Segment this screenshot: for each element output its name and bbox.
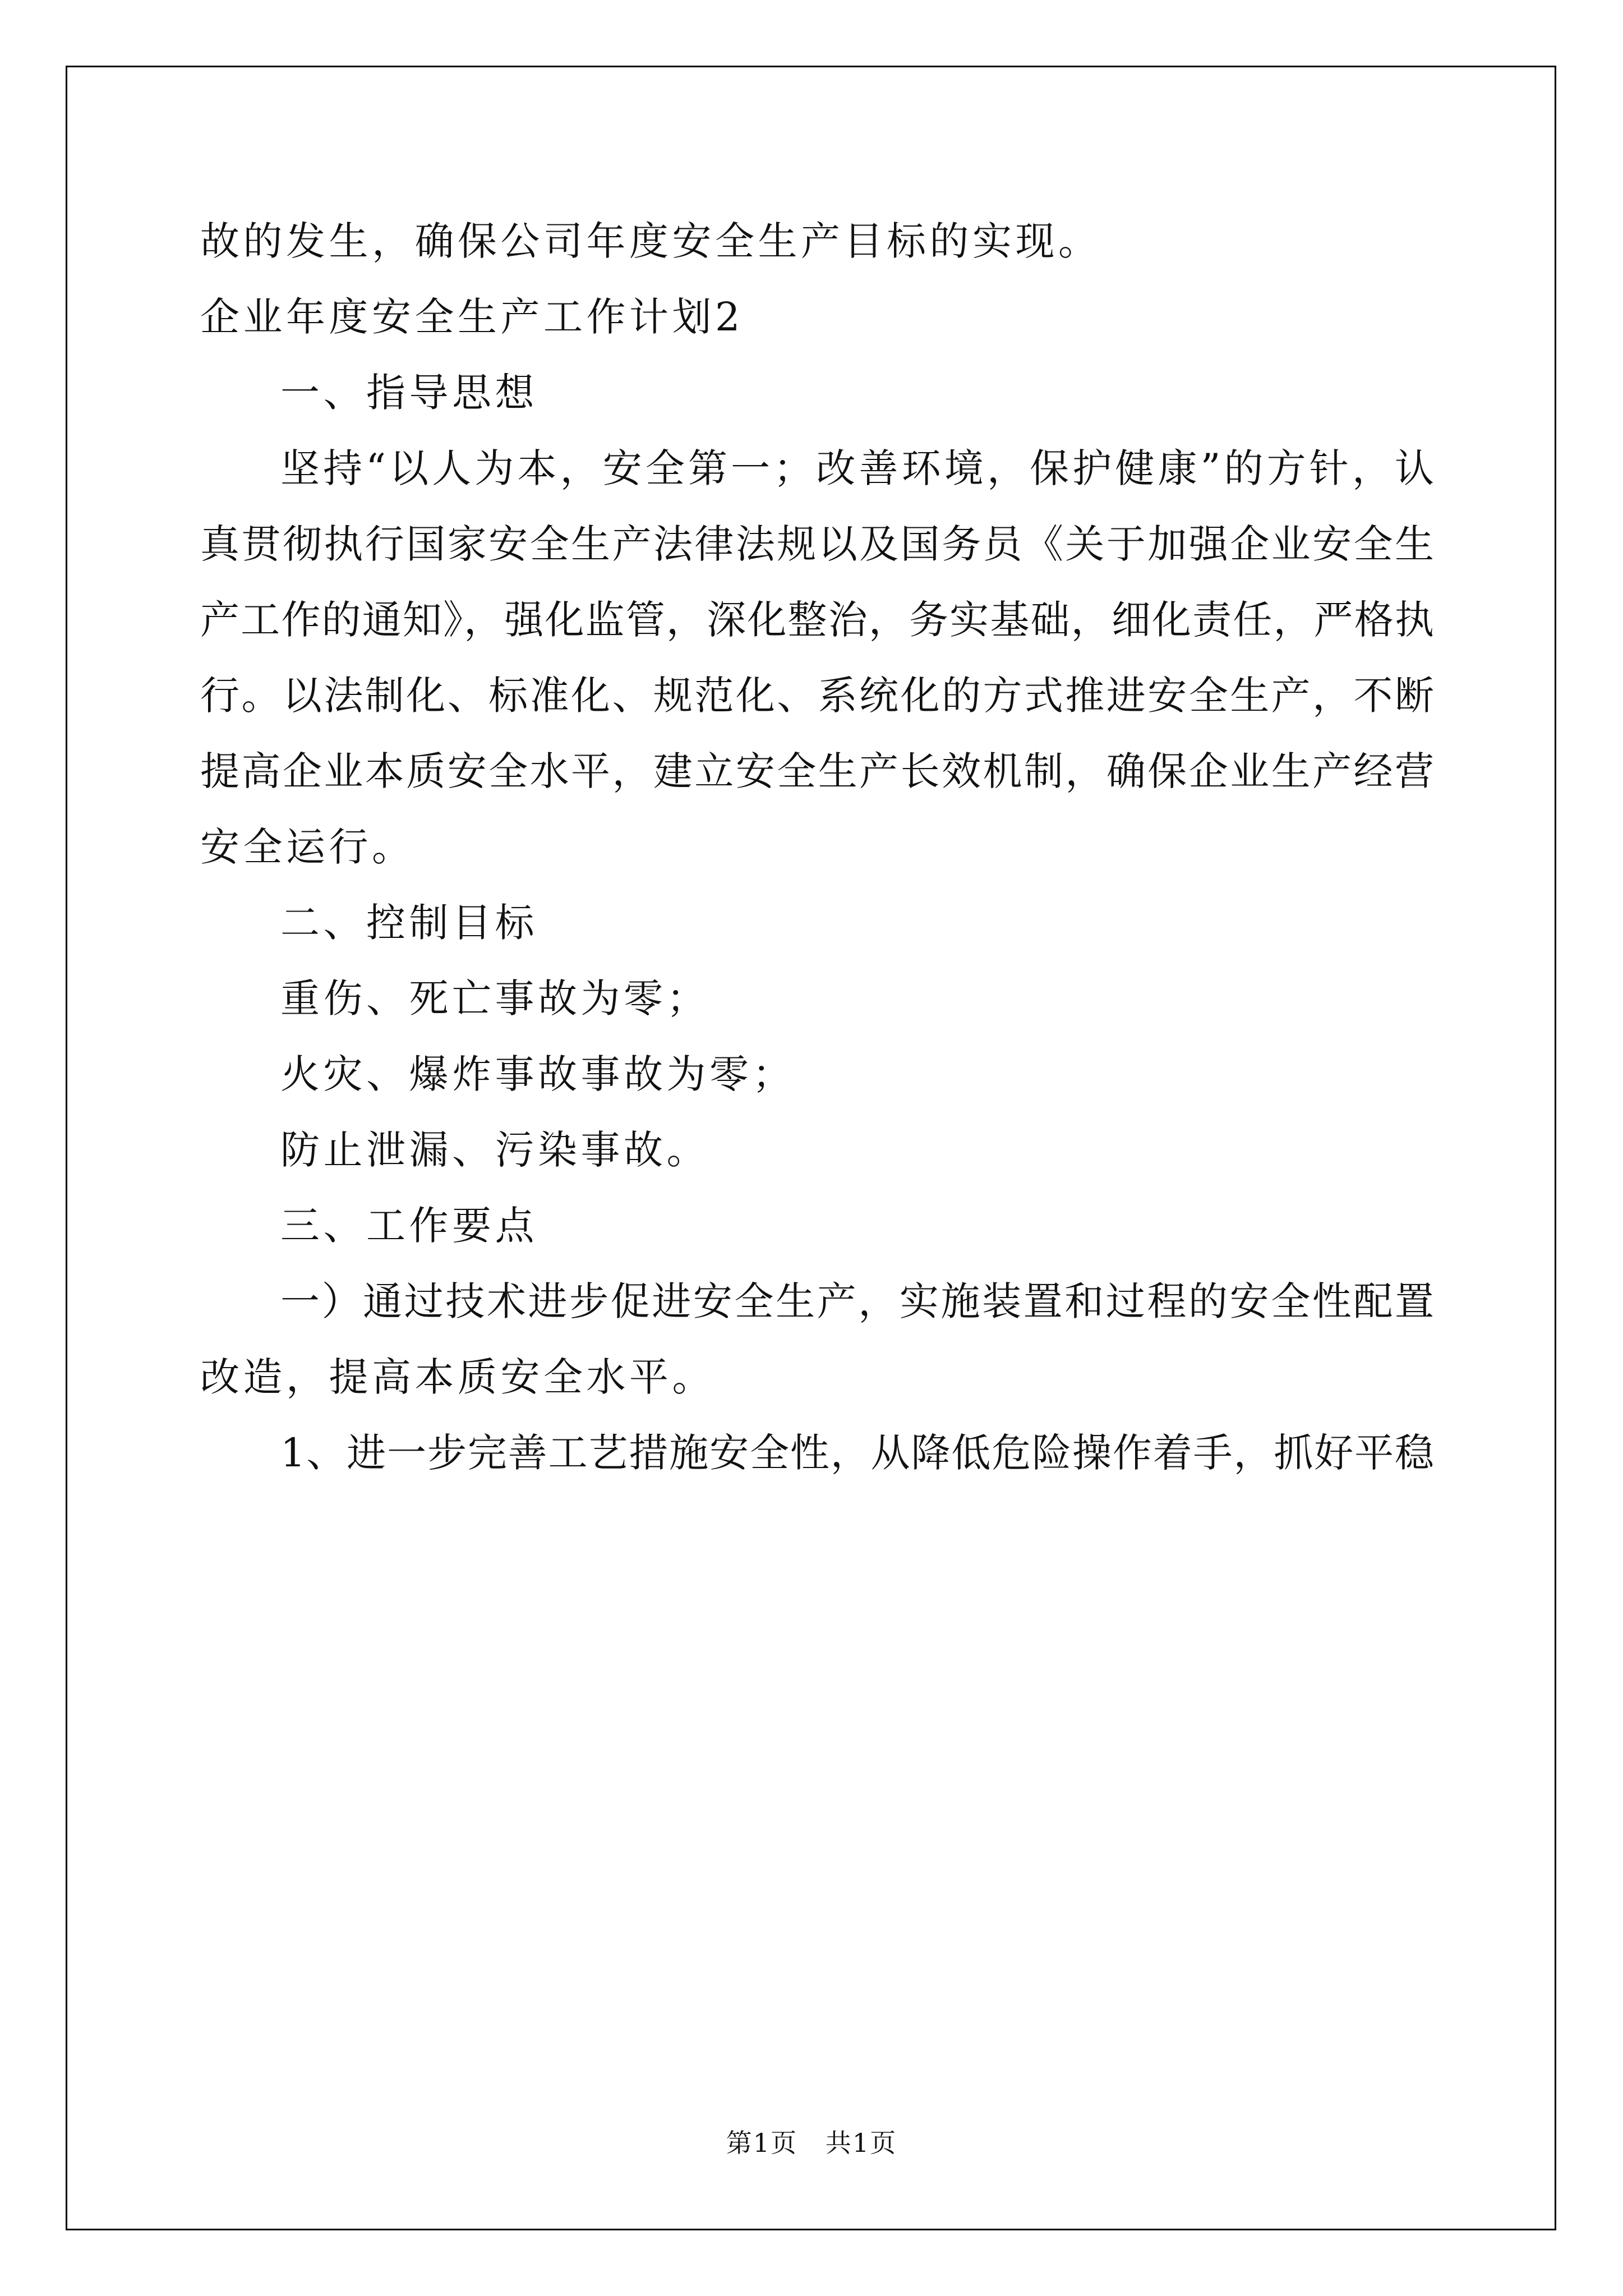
paragraph-line: 行。以法制化、标准化、规范化、系统化的方式推进安全生产，不断 xyxy=(200,673,1434,719)
section-heading: 企业年度安全生产工作计划2 xyxy=(200,294,744,340)
heading-control-targets: 二、控制目标 xyxy=(280,900,538,946)
paragraph-line: 故的发生，确保公司年度安全生产目标的实现。 xyxy=(200,218,1101,264)
list-item: 火灾、爆炸事故事故为零； xyxy=(280,1051,795,1097)
paragraph-line: 改造，提高本质安全水平。 xyxy=(200,1354,715,1400)
paragraph-line: 提高企业本质安全水平，建立安全生产长效机制，确保企业生产经营 xyxy=(200,748,1434,794)
paragraph-line: 真贯彻执行国家安全生产法律法规以及国务员《关于加强企业安全生 xyxy=(200,521,1434,567)
heading-guiding-ideology: 一、指导思想 xyxy=(280,370,538,416)
page-footer: 第1页 共1页 xyxy=(726,2128,897,2158)
heading-work-points: 三、工作要点 xyxy=(280,1203,538,1249)
paragraph-line: 坚持“以人为本，安全第一；改善环境，保护健康”的方针，认 xyxy=(280,445,1434,491)
paragraph-line: 产工作的通知》，强化监管，深化整治，务实基础，细化责任，严格执 xyxy=(200,597,1434,643)
paragraph-line: 安全运行。 xyxy=(200,824,415,870)
list-item: 重伤、死亡事故为零； xyxy=(280,976,709,1022)
list-item: 防止泄漏、污染事故。 xyxy=(280,1127,709,1173)
paragraph-line: 1、进一步完善工艺措施安全性，从降低危险操作着手，抓好平稳 xyxy=(280,1430,1434,1476)
paragraph-line: 一）通过技术进步促进安全生产，实施装置和过程的安全性配置 xyxy=(280,1278,1434,1324)
